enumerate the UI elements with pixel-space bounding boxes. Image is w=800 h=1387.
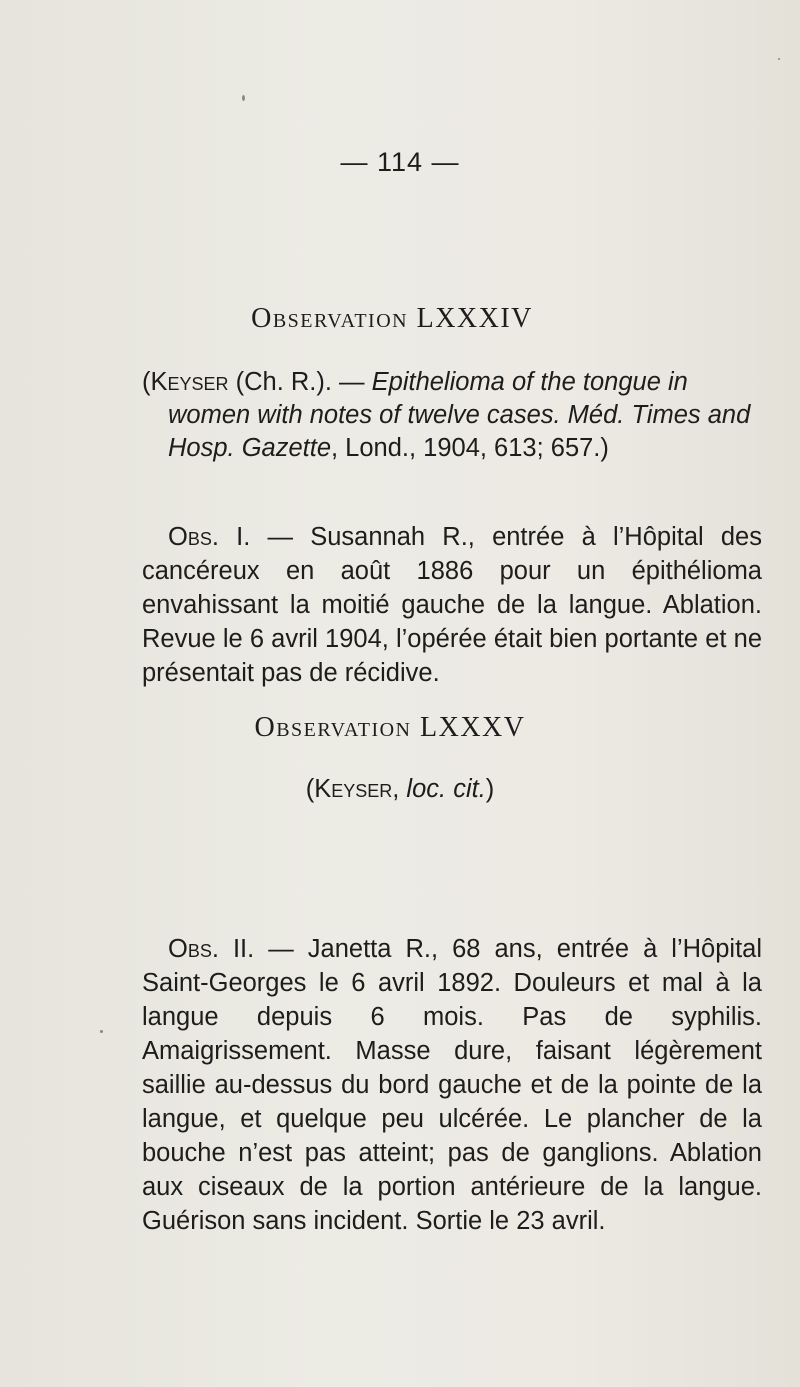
citation-title-line2: women with notes of twelve cases. Méd. Times and <box>168 401 751 429</box>
observation-paragraph <box>142 932 762 1238</box>
citation-author: Keyser <box>150 368 229 396</box>
observation-label: Obs. II. <box>168 935 255 963</box>
citation-title-part2: the <box>540 368 576 396</box>
page-number: — 114 — <box>340 147 460 177</box>
observation-heading: Observation LXXXIV <box>251 303 533 334</box>
observation-label: Obs. I. <box>168 523 251 551</box>
loc-cit-citation <box>0 775 800 804</box>
citation-loc-cit: loc. cit. <box>406 775 486 803</box>
observation-paragraph <box>142 520 762 690</box>
observation-text: — Janetta R., 68 ans, entrée à l’Hôpital Saint-Georges le 6 avril 1892. Douleurs et mal à la langue depuis 6 mois. Pas de syphilis. Amaigrissement. Masse dure, faisant légèrement saillie au-dessus du bord gauche et de la pointe de la langue, et quelque peu ulcérée. Le plancher de la bouche n’est pas atteint; pas de ganglions. Ablation aux ciseaux de la portion antérieure de la langue. Guérison sans incident. Sortie le 23 avril. <box>142 935 762 1235</box>
citation-open: ( <box>305 775 315 803</box>
citation-title-line3: Hosp. Gazette <box>168 434 331 462</box>
citation-title-part1: Epithelioma <box>371 368 505 396</box>
citation-reference: , Lond., 1904, 613; 657.) <box>331 434 609 462</box>
observation-heading: Observation LXXXV <box>254 712 526 743</box>
citation-open: ( <box>142 368 151 396</box>
paper-speck <box>778 58 780 60</box>
citation-author-rest: (Ch. R.). — <box>228 368 372 396</box>
citation-close: ) <box>485 775 495 803</box>
bibliographic-citation <box>142 366 782 465</box>
paper-speck <box>100 1030 103 1033</box>
paper-speck <box>242 95 245 101</box>
observation-text: — Susannah R., entrée à l’Hôpital des cancéreux en août 1886 pour un épithélioma envahissant la moitié gauche de la langue. Ablation. Revue le 6 avril 1904, l’opérée était bien portante et ne présentait pas de récidive. <box>142 523 762 687</box>
citation-title-of: of <box>511 368 534 396</box>
citation-title-part3: tongue in <box>582 368 688 396</box>
citation-separator: , <box>392 775 407 803</box>
citation-author: Keyser <box>314 775 393 803</box>
